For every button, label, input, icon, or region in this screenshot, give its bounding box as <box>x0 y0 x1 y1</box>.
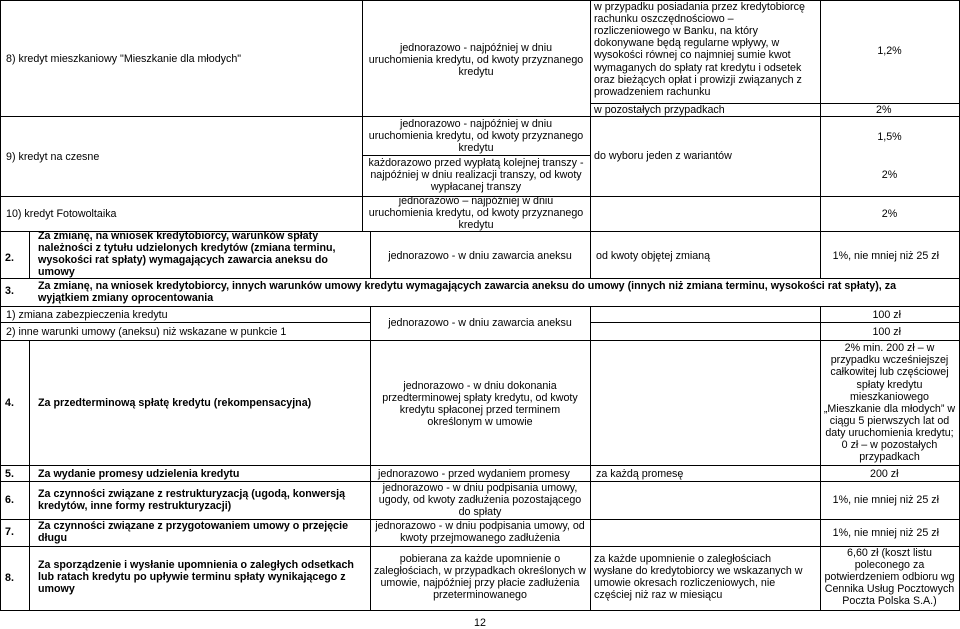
row-8-when-2: uruchomienia kredytu, od kwoty przyznanego <box>368 54 584 66</box>
row-9-when-a2: uruchomienia kredytu, od kwoty przyznanego <box>368 130 584 142</box>
section-2-label-1: Za zmianę, na wniosek kredytobiorcy, warunków spłaty <box>38 230 319 242</box>
section-2-label-2: należności z tytułu udzielonych kredytów (zmiana terminu, <box>38 242 336 254</box>
section-4-fee-1: 2% min. 200 zł – w <box>844 342 935 354</box>
rule <box>590 340 591 610</box>
row-8-basis-5: wysokości równej co najmniej sumie kwot <box>594 49 791 61</box>
section-7-fee: 1%, nie mniej niż 25 zł <box>832 527 939 539</box>
section-7-when-2: kwoty przejmowanego zadłużenia <box>400 532 560 544</box>
section-4-number: 4. <box>5 397 14 409</box>
section-4-fee-9: 0 zł – w pozostałych <box>841 439 938 451</box>
section-6-when-2: ugody, od kwoty zadłużenia pozostającego <box>378 494 582 506</box>
section-4-when-3: kredytu spłaconej przed terminem <box>399 404 561 416</box>
section-2-when: jednorazowo - w dniu zawarcia aneksu <box>388 250 572 262</box>
section-7-label-1: Za czynności związane z przygotowaniem umowy o przejęcie <box>38 520 349 532</box>
row-9-rate-1: 1,5% <box>877 131 902 143</box>
section-7-label-2: długu <box>38 532 68 544</box>
rule <box>590 0 591 231</box>
row-8-when-1: jednorazowo - najpóźniej w dniu <box>399 42 553 54</box>
section-6-when-3: do spłaty <box>458 506 502 518</box>
section-6-fee: 1%, nie mniej niż 25 zł <box>832 494 939 506</box>
rule <box>0 465 960 466</box>
row-10-when-1: jednorazowo – najpóźniej w dniu <box>398 195 554 207</box>
rule <box>820 0 821 231</box>
row-8-basis-3: rozliczeniowego w Banku, na który <box>594 25 758 37</box>
rule <box>590 306 591 340</box>
section-8-fee-1: 6,60 zł (koszt listu <box>847 547 932 559</box>
section-8-label-1: Za sporządzenie i wysłanie upomnienia o zaległych odsetkach <box>38 559 354 571</box>
section-8-fee-3: potwierdzeniem odbioru wg <box>824 571 955 583</box>
row-8-when-3: kredytu <box>458 66 494 78</box>
rule <box>0 306 1 610</box>
section-8-fee-5: Poczta Polska S.A.) <box>842 595 937 607</box>
section-2-basis: od kwoty objętej zmianą <box>596 250 711 262</box>
row-8-label: 8) kredyt mieszkaniowy "Mieszkanie dla młodych" <box>6 53 242 65</box>
section-8-number: 8. <box>5 572 14 584</box>
section-6-when-1: jednorazowo - w dniu podpisania umowy, <box>382 482 578 494</box>
section-3-when: jednorazowo - w dniu zawarcia aneksu <box>388 317 572 329</box>
section-4-when-4: określonym w umowie <box>427 416 533 428</box>
row-8-basis-8: prowadzeniem rachunku <box>594 86 711 98</box>
section-8-when-1: pobierana za każde upomnienie o <box>399 553 561 565</box>
row-10-when-2: uruchomienia kredytu, od kwoty przyznanego <box>368 207 584 219</box>
section-2-label-4: umowy <box>38 266 75 278</box>
rule <box>590 231 591 278</box>
row-9-when-a3: kredytu <box>458 142 494 154</box>
section-3-label-1: Za zmianę, na wniosek kredytobiorcy, innych warunków umowy kredytu wymagających zawarcia aneksu do umowy (innych niż zmiana terminu, wysokości rat spłaty), za <box>38 280 897 292</box>
page-number: 12 <box>474 617 486 629</box>
rule <box>0 340 960 341</box>
section-6-label-1: Za czynności związane z restrukturyzacją (ugodą, konwersją <box>38 488 346 500</box>
section-3-sub-2: 2) inne warunki umowy (aneksu) niż wskazane w punkcie 1 <box>6 326 287 338</box>
section-8-basis-3: umowie okresach rozliczeniowych, nie <box>594 577 776 589</box>
section-4-fee-6: „Mieszkanie dla młodych” w <box>823 403 956 415</box>
section-5-when: jednorazowo - przed wydaniem promesy <box>378 468 570 480</box>
row-8-basis-6: wymaganych do spłaty rat kredytu i odsetek <box>594 62 802 74</box>
rule <box>0 322 370 323</box>
section-8-fee-2: poleconego za <box>854 559 925 571</box>
section-8-when-4: przeterminowanego <box>433 589 527 601</box>
section-6-number: 6. <box>5 494 14 506</box>
section-5-basis: za każdą promesę <box>596 468 684 480</box>
rule <box>590 322 960 323</box>
row-9-label: 9) kredyt na czesne <box>6 151 100 163</box>
row-8-rate-2: 2% <box>876 104 892 116</box>
row-9-when-a1: jednorazowo - najpóźniej w dniu <box>399 118 553 130</box>
section-5-fee: 200 zł <box>870 468 899 480</box>
section-4-fee-7: ciągu 5 pierwszych lat od <box>829 415 950 427</box>
section-5-number: 5. <box>5 468 14 480</box>
section-2-rate: 1%, nie mniej niż 25 zł <box>832 250 939 262</box>
section-8-label-2: lub ratach kredytu po upływie terminu spłaty wynikającego z <box>38 571 346 583</box>
section-6-label-2: kredytów, inne formy restrukturyzacji) <box>38 500 232 512</box>
section-4-when-1: jednorazowo - w dniu dokonania <box>403 380 557 392</box>
section-8-fee-4: Cennika Usług Pocztowych <box>824 583 955 595</box>
section-8-label-3: umowy <box>38 583 75 595</box>
row-10-label: 10) kredyt Fotowoltaika <box>6 208 117 220</box>
section-4-fee-10: przypadkach <box>859 451 920 463</box>
section-3-sub-1-fee: 100 zł <box>872 309 901 321</box>
rule <box>0 610 960 611</box>
row-8-basis-2: rachunku oszczędnościowo – <box>594 13 734 25</box>
row-10-when-3: kredytu <box>458 219 494 231</box>
row-8-basis-7: oraz bieżących opłat i prowizji związanych z <box>594 74 802 86</box>
section-8-when-2: zaległościach, w przypadkach określonych w <box>373 565 587 577</box>
section-4-fee-3: całkowitej lub częściowej <box>830 366 949 378</box>
rule <box>0 0 1 231</box>
section-8-basis-4: częściej niż raz w miesiącu <box>594 589 723 601</box>
section-8-basis-2: wysłane do kredytobiorcy we wskazanych w <box>594 565 803 577</box>
row-8-basis-4: dokonywane będą regularne wpływy, w <box>594 37 780 49</box>
row-9-when-b1: każdorazowo przed wypłatą kolejnej transzy - <box>368 157 584 169</box>
row-8-basis-1: w przypadku posiadania przez kredytobiorcę <box>594 1 805 13</box>
rule <box>0 546 960 547</box>
section-3-sub-2-fee: 100 zł <box>872 326 901 338</box>
rule <box>0 231 1 306</box>
rule <box>29 231 30 278</box>
section-3-sub-1: 1) zmiana zabezpieczenia kredytu <box>6 309 168 321</box>
section-3-label-2: wyjątkiem zmiany oprocentowania <box>38 292 214 304</box>
section-7-when-1: jednorazowo - w dniu podpisania umowy, od <box>375 520 585 532</box>
row-8-other: w pozostałych przypadkach <box>594 104 725 116</box>
section-4-fee-2: przypadku wcześniejszej <box>830 354 949 366</box>
row-9-when-b3: wypłacanej transzy <box>430 181 522 193</box>
rule <box>0 116 960 117</box>
rule <box>0 306 960 307</box>
rule <box>0 278 960 279</box>
section-3-number: 3. <box>5 285 14 297</box>
row-10-rate: 2% <box>881 208 898 220</box>
section-2-label-3: wysokości rat spłaty) wymagających zawarcia aneksu do <box>38 254 328 266</box>
section-5-label: Za wydanie promesy udzielenia kredytu <box>38 468 240 480</box>
rule <box>362 155 590 156</box>
section-4-fee-5: mieszkaniowego <box>849 391 929 403</box>
rule <box>29 340 30 610</box>
section-8-when-3: umowie, najpóźniej przy płacie zadłużenia <box>380 577 580 589</box>
section-8-basis-1: za każde upomnienie o zaległościach <box>594 553 772 565</box>
section-2-number: 2. <box>5 252 14 264</box>
section-4-when-2: przedterminowej spłaty kredytu, od kwoty <box>382 392 578 404</box>
row-8-rate-1: 1,2% <box>877 45 902 57</box>
section-4-label: Za przedterminową spłatę kredytu (rekompensacyjna) <box>38 397 312 409</box>
section-4-fee-4: spłaty kredytu <box>856 379 923 391</box>
row-9-rate-2: 2% <box>881 169 898 181</box>
rule <box>0 0 960 1</box>
section-4-fee-8: daty uruchomienia kredytu; <box>825 427 954 439</box>
row-9-basis: do wyboru jeden z wariantów <box>594 150 732 162</box>
row-9-when-b2: najpóźniej w dniu realizacji transzy, od kwoty <box>370 169 582 181</box>
section-7-number: 7. <box>5 526 14 538</box>
